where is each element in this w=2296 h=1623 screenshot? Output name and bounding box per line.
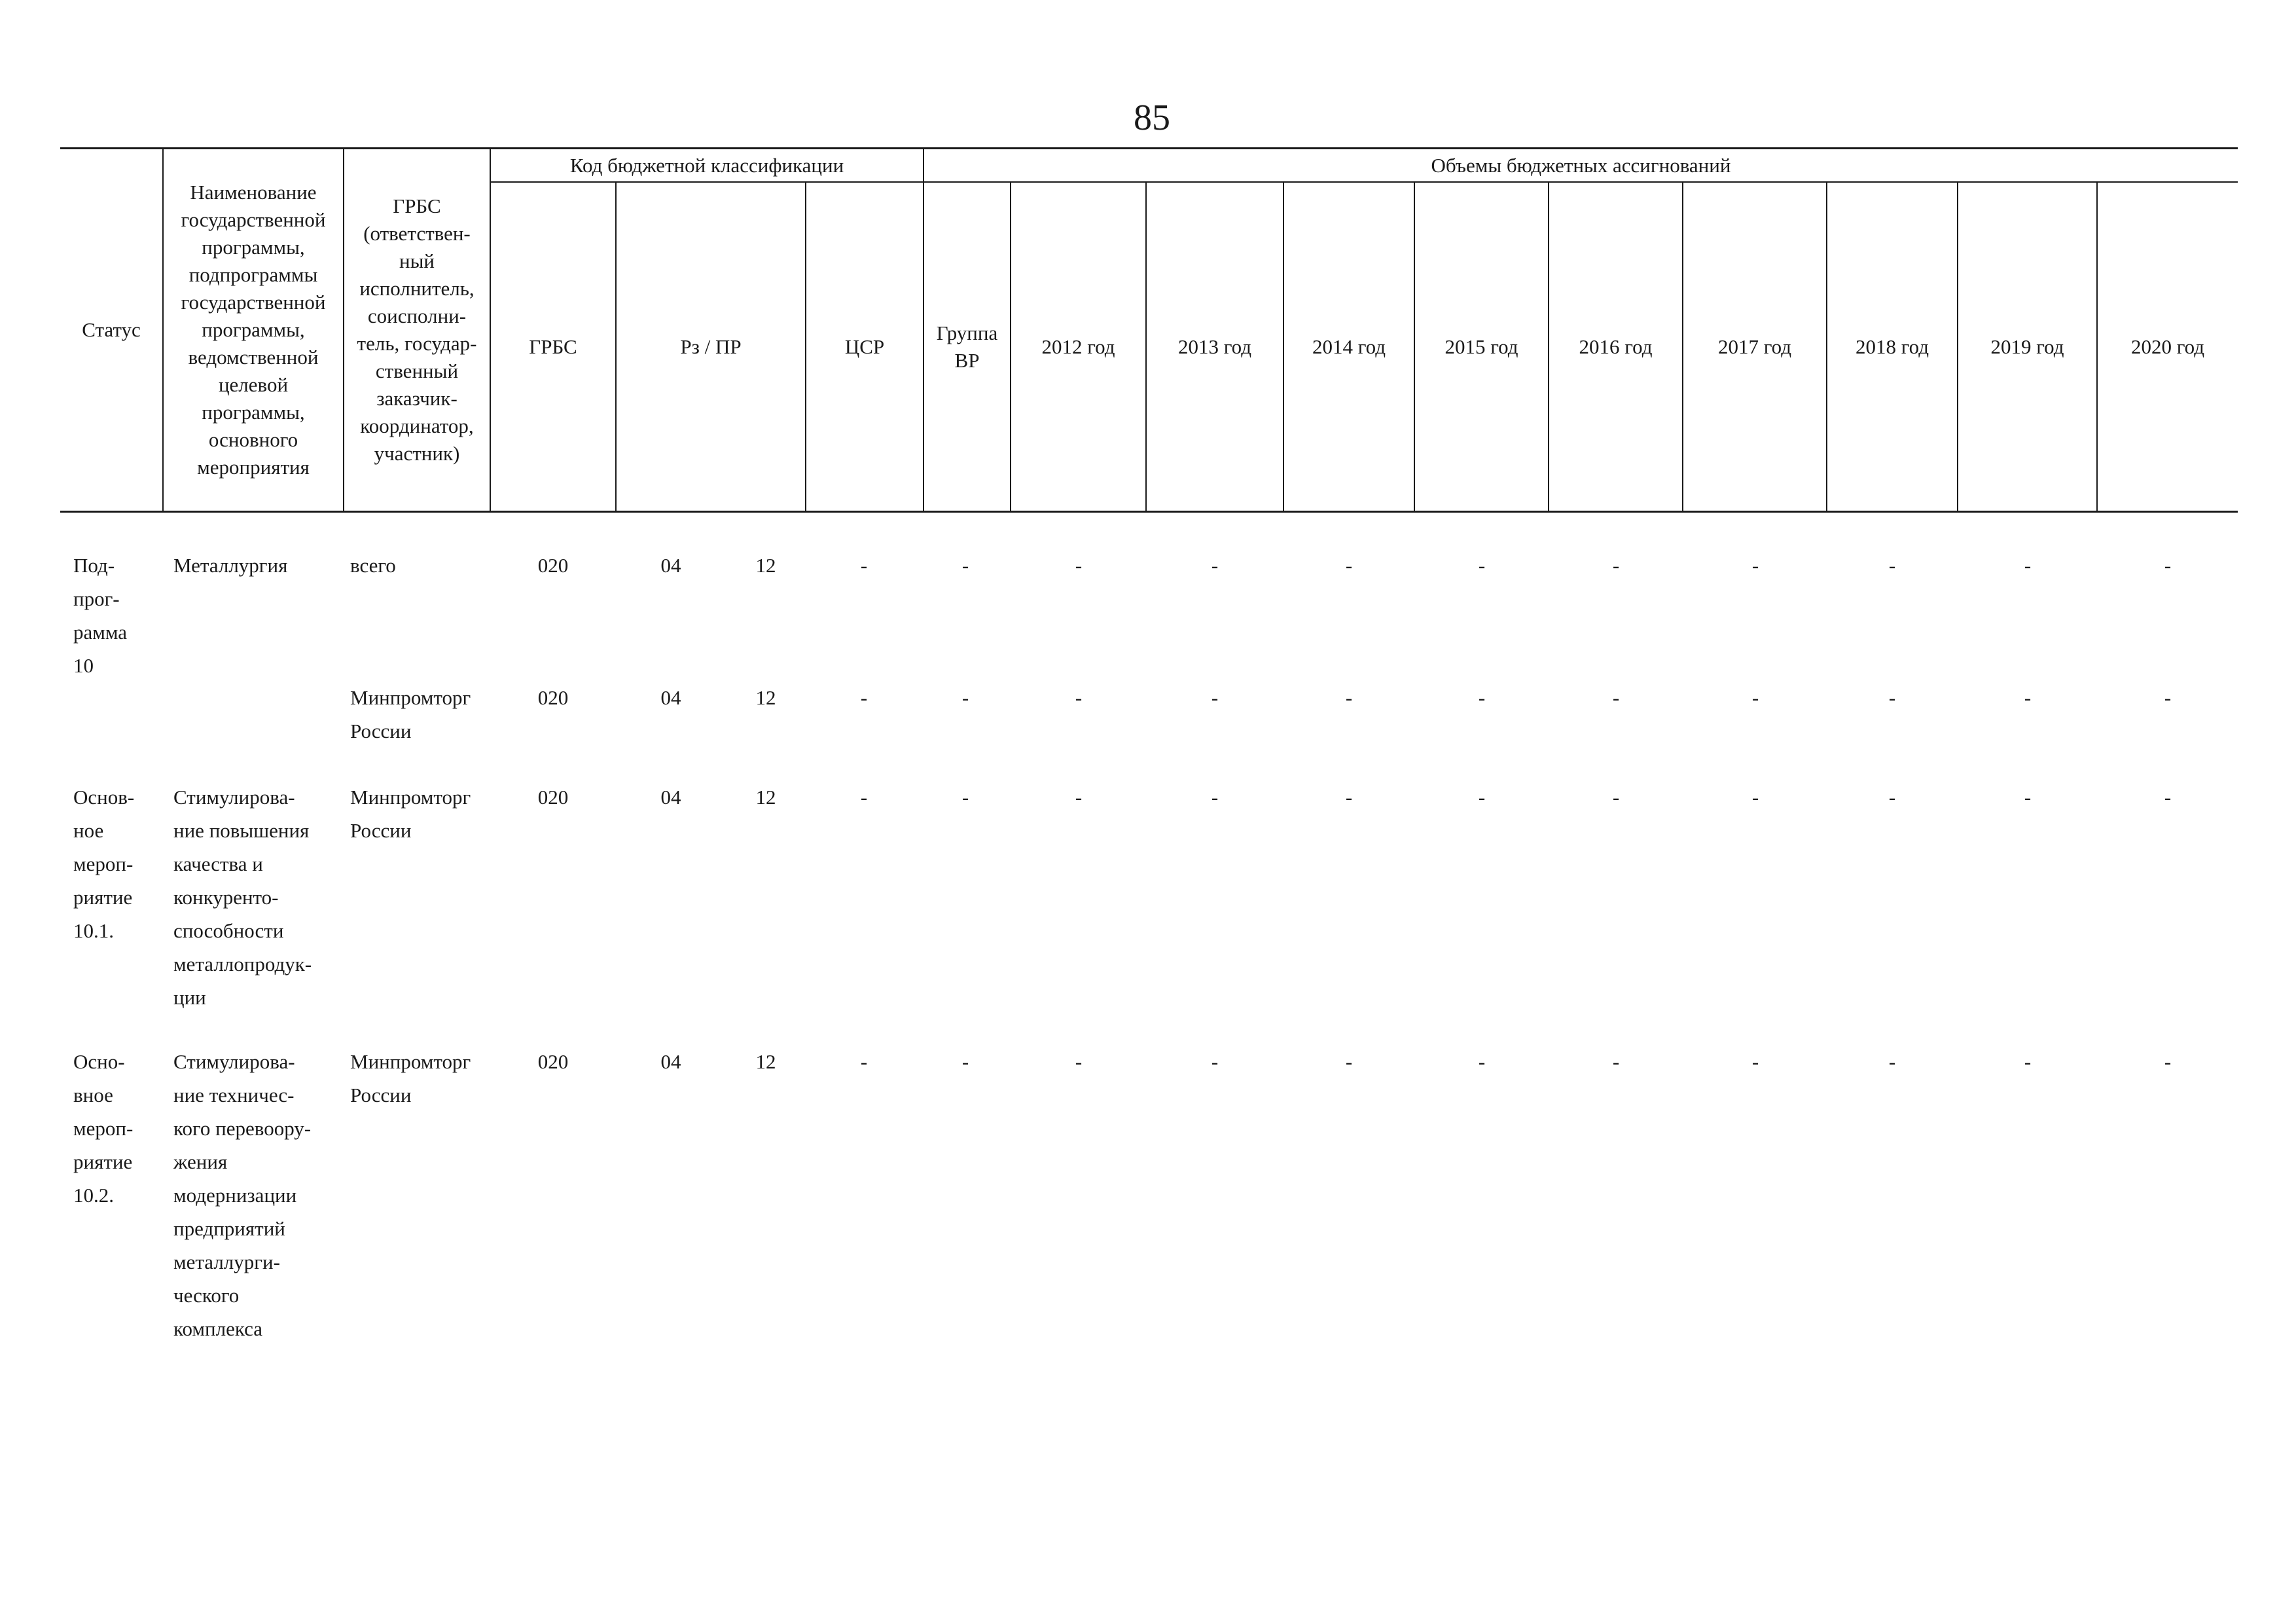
row-year-2013: - <box>1211 786 1219 809</box>
row-year-2018: - <box>1888 554 1896 577</box>
row-grbs-role: Минпромторг России <box>350 786 471 842</box>
row-pr: 12 <box>755 554 776 577</box>
header-year-2020: 2020 год <box>2130 335 2205 358</box>
header-grbs-role: ГРБС (ответствен- ный исполнитель, соисполни- тель, государ- ственный заказчик- координатор, участник) <box>357 194 477 465</box>
row-year-2017: - <box>1751 554 1759 577</box>
row-year-2019: - <box>2024 1050 2032 1073</box>
row-rz: 04 <box>660 786 681 809</box>
header-year-2012: 2012 год <box>1041 335 1115 358</box>
header-year-2013: 2013 год <box>1177 335 1252 358</box>
row-grbs: 020 <box>537 554 569 577</box>
row-pr: 12 <box>755 1050 776 1073</box>
row-year-2013: - <box>1211 686 1219 709</box>
row-year-2019: - <box>2024 686 2032 709</box>
row-name: Металлургия <box>173 554 288 577</box>
page-number: 85 <box>1134 98 1170 138</box>
row-vr: - <box>961 554 969 577</box>
row-year-2017: - <box>1751 686 1759 709</box>
header-year-2017: 2017 год <box>1717 335 1792 358</box>
row-vr: - <box>961 686 969 709</box>
row-year-2016: - <box>1612 686 1620 709</box>
row-year-2020: - <box>2164 554 2172 577</box>
header-year-2018: 2018 год <box>1855 335 1929 358</box>
row-year-2020: - <box>2164 786 2172 809</box>
row-year-2017: - <box>1751 786 1759 809</box>
row-grbs: 020 <box>537 686 569 709</box>
row-year-2017: - <box>1751 1050 1759 1073</box>
row-year-2018: - <box>1888 1050 1896 1073</box>
header-budget-code-group: Код бюджетной классификации <box>569 153 844 177</box>
row-year-2015: - <box>1478 786 1486 809</box>
header-csr: ЦСР <box>844 335 885 358</box>
header-grbs: ГРБС <box>529 335 577 358</box>
row-year-2012: - <box>1075 786 1083 809</box>
row-grbs-role: Минпромторг России <box>350 1050 471 1106</box>
row-year-2015: - <box>1478 554 1486 577</box>
row-csr: - <box>860 1050 868 1073</box>
header-year-2014: 2014 год <box>1312 335 1386 358</box>
row-status: Под- прог- рамма 10 <box>73 554 128 677</box>
row-year-2018: - <box>1888 686 1896 709</box>
row-year-2012: - <box>1075 686 1083 709</box>
row-rz: 04 <box>660 554 681 577</box>
row-pr: 12 <box>755 786 776 809</box>
row-year-2019: - <box>2024 554 2032 577</box>
row-year-2015: - <box>1478 1050 1486 1073</box>
header-year-2015: 2015 год <box>1444 335 1518 358</box>
row-rz: 04 <box>660 686 681 709</box>
header-group-vr: Группа ВР <box>936 321 998 372</box>
row-vr: - <box>961 786 969 809</box>
row-year-2018: - <box>1888 786 1896 809</box>
row-grbs-role: Минпромторг России <box>350 686 471 742</box>
row-rz: 04 <box>660 1050 681 1073</box>
row-year-2013: - <box>1211 554 1219 577</box>
row-year-2014: - <box>1345 686 1353 709</box>
row-year-2014: - <box>1345 1050 1353 1073</box>
header-status: Статус <box>82 318 141 341</box>
row-grbs: 020 <box>537 786 569 809</box>
header-name: Наименование государственной программы, подпрограммы государственной программы, ведомственной целевой программы, основного мероприятия <box>181 181 326 479</box>
row-vr: - <box>961 1050 969 1073</box>
row-year-2014: - <box>1345 554 1353 577</box>
row-csr: - <box>860 786 868 809</box>
row-year-2016: - <box>1612 1050 1620 1073</box>
row-name: Стимулирова- ние повышения качества и конкуренто- способности металлопродук- ции <box>173 786 312 1009</box>
row-year-2012: - <box>1075 1050 1083 1073</box>
row-year-2016: - <box>1612 786 1620 809</box>
row-grbs: 020 <box>537 1050 569 1073</box>
row-csr: - <box>860 554 868 577</box>
header-rz-pr: Рз / ПР <box>680 335 742 358</box>
row-year-2019: - <box>2024 786 2032 809</box>
row-pr: 12 <box>755 686 776 709</box>
row-status: Основ- ное мероп- риятие 10.1. <box>73 786 135 942</box>
row-year-2012: - <box>1075 554 1083 577</box>
row-year-2013: - <box>1211 1050 1219 1073</box>
row-year-2020: - <box>2164 1050 2172 1073</box>
row-year-2016: - <box>1612 554 1620 577</box>
row-status: Осно- вное мероп- риятие 10.2. <box>73 1050 134 1207</box>
row-name: Стимулирова- ние техничес- кого перевоору- жения модернизации предприятий металлурги- ческого комплекса <box>173 1050 312 1340</box>
header-budget-volume-group: Объемы бюджетных ассигнований <box>1431 153 1731 177</box>
header-bottom-rule <box>60 511 2238 513</box>
row-csr: - <box>860 686 868 709</box>
row-year-2014: - <box>1345 786 1353 809</box>
header-year-2016: 2016 год <box>1579 335 1653 358</box>
header-year-2019: 2019 год <box>1990 335 2064 358</box>
row-year-2015: - <box>1478 686 1486 709</box>
row-year-2020: - <box>2164 686 2172 709</box>
row-grbs-role: всего <box>350 554 396 577</box>
